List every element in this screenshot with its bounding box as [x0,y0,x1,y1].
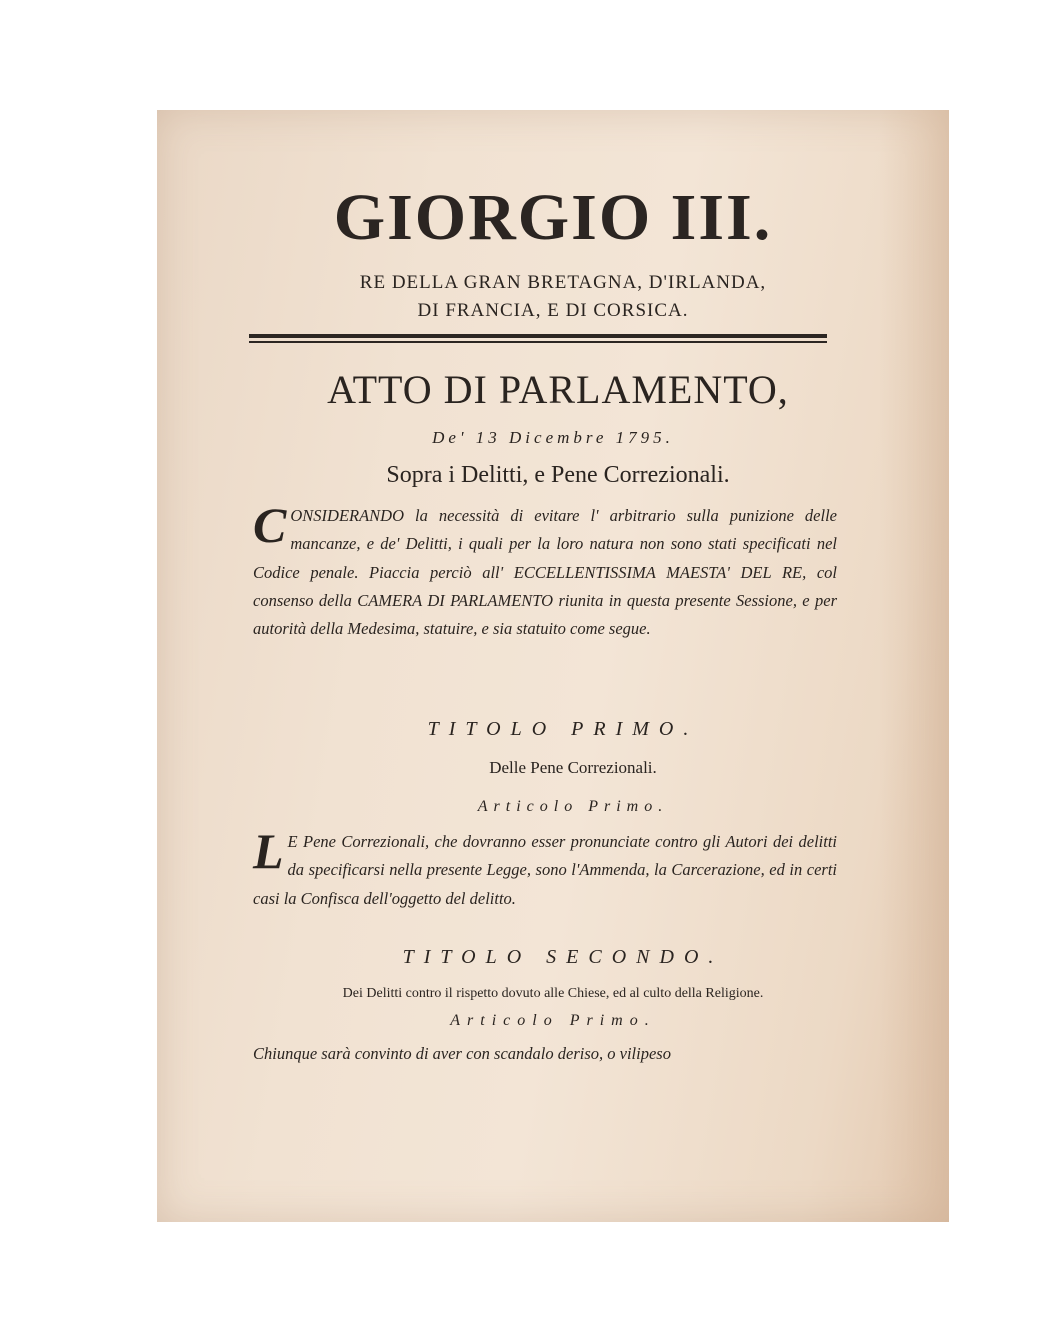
preamble-paragraph [253,497,837,643]
article-one-paragraph [253,823,837,913]
title-two-first-line: Chiunque sarà convinto di aver con scandalo deriso, o vilipeso [253,1044,671,1063]
title-two-subtitle: Dei Delitti contro il rispetto dovuto alle Chiese, ed al culto della Religione. [342,986,764,1001]
double-rule-bottom [249,341,827,343]
title-one-heading: TITOLO PRIMO. [427,718,699,740]
title-two-article: Articolo Primo. [450,1012,656,1029]
article-one-text: E Pene Correzionali, che dovranno esser pronunciate contro gli Autori dei delitti da specificarsi nella presente Legge, sono l'Ammenda, la Carcerazione, ed in certi casi la Confisca dell'oggetto del delitto. [253,832,837,908]
king-title: GIORGIO III. [333,181,773,254]
act-subject: Sopra i Delitti, e Pene Correzionali. [386,462,730,488]
act-title: ATTO DI PARLAMENTO, [327,367,789,412]
realm-line-2: DI FRANCIA, E DI CORSICA. [417,300,689,321]
realm-line-1: RE DELLA GRAN BRETAGNA, D'IRLANDA, [359,272,767,293]
act-date: De' 13 Dicembre 1795. [432,428,674,447]
document-page [157,110,949,1222]
title-two-heading: TITOLO SECONDO. [402,946,724,968]
preamble-dropcap: C [253,497,287,553]
double-rule-top [249,334,827,338]
title-one-subtitle: Delle Pene Correzionali. [489,758,657,777]
article-one-dropcap: L [253,823,284,879]
title-one-article: Articolo Primo. [477,798,669,815]
preamble-text: ONSIDERANDO la necessità di evitare l' arbitrario sulla punizione delle mancanze, e de' Delitti, i quali per la loro natura non sono stati specificati nel Codice penale. Piaccia perciò all' ECCELLENTISSIMA MAESTA' DEL RE, col consenso della CAMERA DI PARLAMENTO riunita in questa presente Sessione, e per autorità della Medesima, statuire, e sia statuito come segue. [253,506,837,639]
